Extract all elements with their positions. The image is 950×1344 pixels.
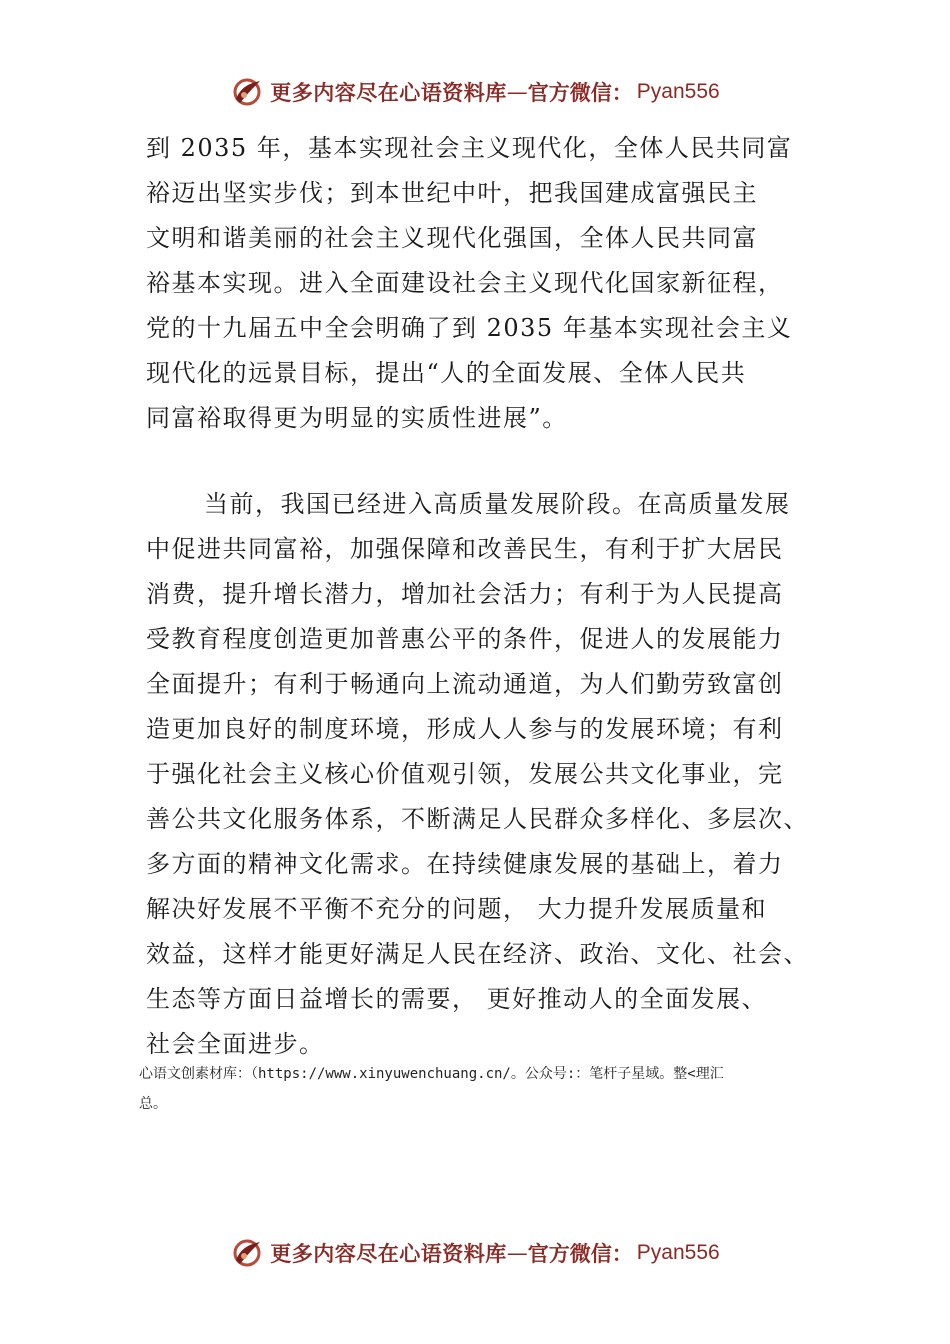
brand-logo-icon [230,75,264,109]
footnote-line-1: 心语文创素材库：（https://www.xinyuwenchuang.cn/。公众号:：笔杆子星域。整<理汇 [139,1066,724,1082]
text-line: 现代化的远景目标，提出“人的全面发展、全体人民共 [146,359,747,387]
text-line: 消费，提升增长潜力，增加社会活力；有利于为人民提高 [146,580,784,608]
banner-title: 更多内容尽在心语资料库 [270,81,507,105]
paragraph-2 [146,482,846,1067]
text-line: 到 2035 年，基本实现社会主义现代化，全体人民共同富 [146,134,793,162]
footer-banner [0,1233,950,1273]
banner-title: 更多内容尽在心语资料库 [270,1242,507,1266]
text-line: 造更加良好的制度环境，形成人人参与的发展环境；有利 [146,715,784,743]
header-banner [0,72,950,112]
text-line: 裕基本实现。进入全面建设社会主义现代化国家新征程， [146,269,784,297]
brand-logo-icon [230,1236,264,1270]
text-line: 善公共文化服务体系，不断满足人民群众多样化、多层次、 [146,805,809,833]
banner-separator: — [506,80,528,104]
text-line: 多方面的精神文化需求。在持续健康发展的基础上，着力 [146,850,784,878]
paragraph-1 [146,126,846,441]
text-line: 当前，我国已经进入高质量发展阶段。在高质量发展 [204,490,791,518]
footnote-line-2: 总。 [139,1096,167,1112]
paragraph-gap [146,441,846,482]
banner-contact-id: Pyan556 [636,1241,720,1264]
text-line: 生态等方面日益增长的需要， 更好推动人的全面发展、 [146,985,768,1013]
text-line: 社会全面进步。 [146,1030,325,1058]
banner-contact-id: Pyan556 [636,80,720,103]
text-line: 文明和谐美丽的社会主义现代化强国，全体人民共同富 [146,224,758,252]
text-line: 于强化社会主义核心价值观引领，发展公共文化事业，完 [146,760,784,788]
text-line: 效益，这样才能更好满足人民在经济、政治、文化、社会、 [146,940,809,968]
text-line: 中促进共同富裕，加强保障和改善民生，有利于扩大居民 [146,535,784,563]
source-footnote [139,1059,839,1119]
banner-contact-label: 官方微信： [527,81,633,105]
banner-contact-label: 官方微信： [527,1242,633,1266]
text-line: 解决好发展不平衡不充分的问题， 大力提升发展质量和 [146,895,768,923]
text-line: 同富裕取得更为明显的实质性进展”。 [146,404,568,432]
text-line: 党的十九届五中全会明确了到 2035 年基本实现社会主义 [146,314,793,342]
text-line: 全面提升；有利于畅通向上流动通道，为人们勤劳致富创 [146,670,784,698]
text-line: 裕迈出坚实步伐；到本世纪中叶，把我国建成富强民主 [146,179,758,207]
banner-separator: — [506,1241,528,1265]
text-line: 受教育程度创造更加普惠公平的条件，促进人的发展能力 [146,625,784,653]
document-body [146,126,846,1067]
